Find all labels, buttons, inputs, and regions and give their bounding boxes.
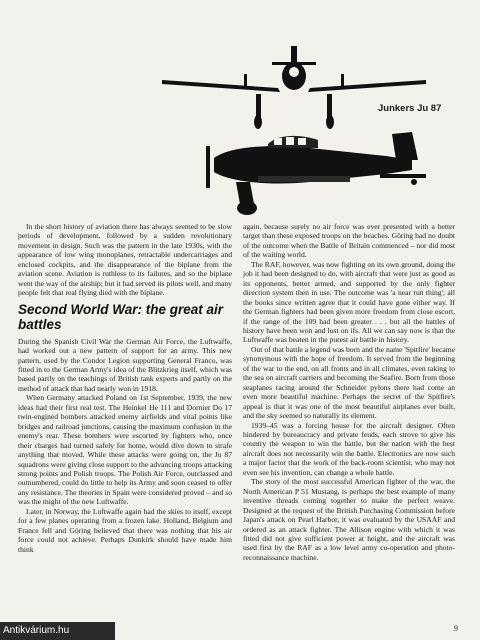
- body-paragraph: again, because surely no air force was ever presented with a better target than these exposed troops on the beaches. Göring had no doubt of the outcome when the Battle of Britain commenced – nor did most of the waiting world.: [243, 222, 455, 260]
- body-paragraph: When Germany attacked Poland on 1st September, 1939, the new ideas had their first real test. The Heinkel He 111 and Dornier Do 17 twin-engined bombers attacked enemy airfields and vital points like bridges and railroad junctions, causing the maximum confusion in the enemy's rear. These bombers were escorted by fighters who, once their charges had turned safely for home, would dive down to strafe anything that moved. While these attacks were going on, the Ju 87 squadrons were giving close support to the advancing troops attacking strong points and Polish troops. The Polish Air Force, outclassed and outnumbered, could do little to help its Army and soon ceased to offer any resistance. The theories in Spain were considered proved – and so was the might of the new Luftwaffe.: [18, 393, 232, 507]
- intro-paragraph: In the short history of aviation there has always seemed to be slow periods of development, followed by a sudden revolutionary movement in design. Such was the pattern in the late 1930s, with the appearance of low wing monoplanes, retractable undercarriages and enclosed cockpits, and the disappearance of the biplane from the aviation scene. Aviation is ruthless to its failures, and so the biplane went the way of the airship; but it had served its pilots well, and many people felt that real flying died with the biplane.: [18, 222, 232, 298]
- section-heading: Second World War: the great air battles: [18, 301, 224, 333]
- aircraft-side-view-icon: [206, 132, 426, 215]
- figure-caption: Junkers Ju 87: [378, 103, 442, 114]
- aircraft-front-view-icon: [162, 46, 426, 129]
- body-paragraph: The story of the most successful American fighter of the war, the North American P 51 Mustang, is perhaps the best example of many inventive threads coming together to make the perfect weave. Designed at the request of the British Purchasing Commission before Japan's attack on Pearl Harbor, it was evaluated by the USAAF and ordered as an attack fighter. The Allison engine with which it was fitted did not give sufficient power at height, and the aircraft was used first by the RAF as a low level army co-operation and photo-reconnaissance machine.: [243, 477, 455, 562]
- body-paragraph: During the Spanish Civil War the German Air Force, the Luftwaffe, had worked out a new pattern of support for an army. This new pattern, used by the Condor Legion supporting General Franco, was fitted in to the German Army's idea of the Blitzkrieg itself, which was based partly on the teachings of British tank experts and partly on the method of attack that had nearly won in 1918.: [18, 336, 232, 393]
- watermark: Antikvárium.hu: [0, 622, 115, 640]
- body-paragraph: Out of that battle a legend was born and the name 'Spitfire' became synonymous with the hope of freedom. It served from the beginning of the war to the end, on all fronts and in all climates, even taking to the sea on aircraft carriers and becoming the Seafire. Born from those seaplanes racing around the Schneider pylons there had come an even more beautiful machine. Perhaps the secret of the Spitfire's appeal is that it was one of the most beautiful airplanes ever built, and the sky seemed so naturally its element.: [243, 344, 455, 421]
- body-paragraph: 1939–45 was a forcing house for the aircraft designer. Often hindered by bureaucracy and private feuds, each strove to give his country the weapon to win the battle, but the nation with the best aircraft does not necessarily win the battle. Electronics are now such a major factor that the work of the back-room scientist, who may not even see his invention, can change a whole battle.: [243, 420, 455, 477]
- right-column: [243, 222, 455, 562]
- page-number: 9: [454, 624, 458, 633]
- junkers-ju87-drawing: [150, 36, 440, 216]
- aircraft-illustration: [150, 36, 440, 216]
- body-paragraph: Later, in Norway, the Luftwaffe again had the skies to itself, except for a few planes operating from a frozen lake. Holland, Belgium and France fell and Göring believed that there was nothing that his air force could not achieve. Perhaps Dunkirk should have made him think: [18, 506, 232, 554]
- body-paragraph: The RAF, however, was now fighting on its own ground, doing the job it had been designed to do, with aircraft that were just as good as its opponents, better armed, and supported by the only fighter direction system then in use. The outcome was 'a near run thing'; all the books since written agree that it could have gone either way. If the German fighters had been given more freedom from close escort, if the range of the 109 had been greater . . . but all the battles of history have been won and lost on ifs. All we can say now is that the Luftwaffe was beaten in the purest air battle in history.: [243, 259, 455, 345]
- left-column: [18, 222, 232, 554]
